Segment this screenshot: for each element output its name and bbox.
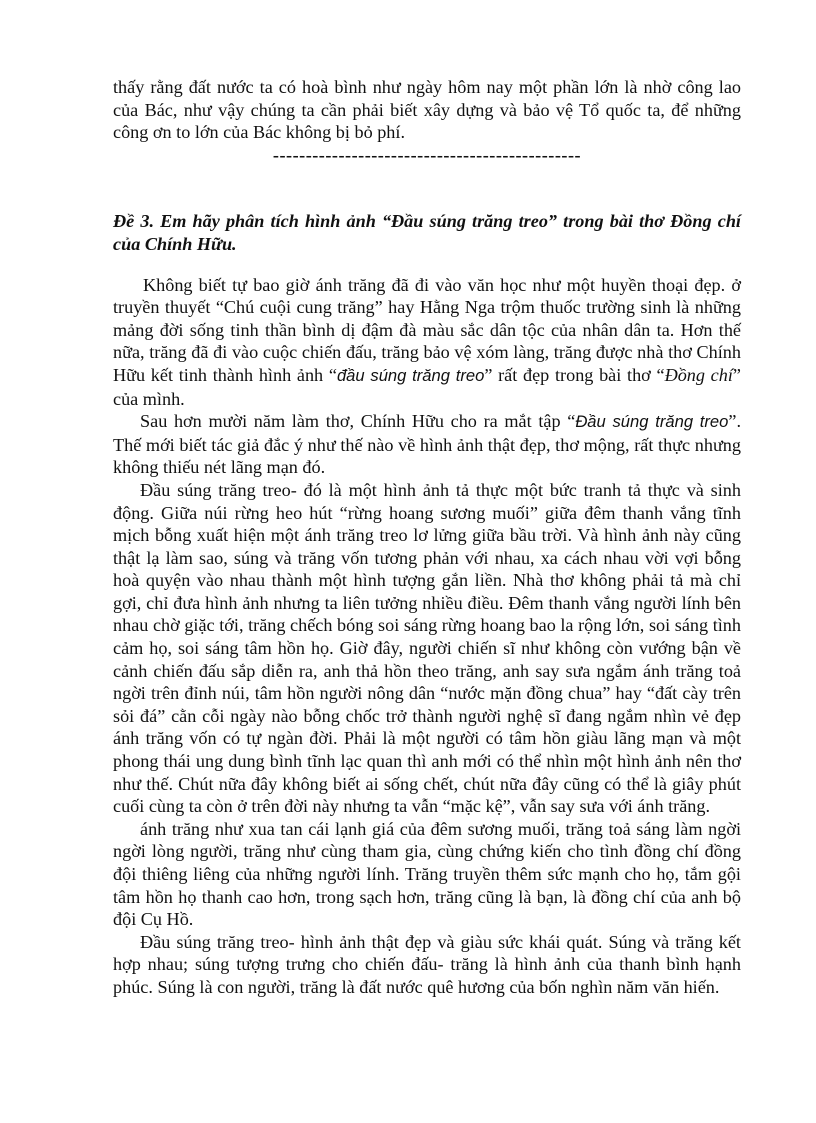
paragraph-2 xyxy=(113,410,741,479)
p1-text-before: Không biết tự bao giờ ánh trăng đã đi vào văn học như một huyền thoại đẹp. ở truyền thuyết “Chú cuội cung trăng” hay Hằng Nga trộm thuốc trường sinh là những mảng đời sống tinh thần bình dị đậm đà màu sắc dân tộc của nhân dân ta. Hơn thế nữa, trăng đã đi vào cuộc chiến đấu, trăng bảo vệ xóm làng, trăng được nhà thơ Chính Hữu kết tinh thành hình ảnh “ xyxy=(113,274,741,385)
p2-quote-collection: Đầu súng trăng treo xyxy=(575,412,729,432)
p2-text-before: Sau hơn mười năm làm thơ, Chính Hữu cho ra mắt tập “ xyxy=(140,411,576,432)
p1-quote-dau-sung: đầu súng trăng treo xyxy=(336,365,485,385)
essay-heading: Đề 3. Em hãy phân tích hình ảnh “Đầu súng trăng treo” trong bài thơ Đồng chí của Chính Hữu. xyxy=(113,211,741,254)
p1-text-middle: ” rất đẹp trong bài thơ “ xyxy=(484,364,665,385)
p1-quote-dong-chi: Đồng chí xyxy=(664,364,733,385)
p1-text-after: ” của mình. xyxy=(113,364,741,409)
section-separator: ----------------------------------------------- xyxy=(272,144,582,165)
p2-text-after: ”. Thế mới biết tác giả đắc ý như thế nào về hình ảnh thật đẹp, thơ mộng, rất thực nhưng không thiếu nét lãng mạn đó. xyxy=(113,411,742,478)
paragraph-5: Đầu súng trăng treo- hình ảnh thật đẹp và giàu sức khái quát. Súng và trăng kết hợp nhau; súng tượng trưng cho chiến đấu- trăng là hình ảnh của thanh bình hạnh phúc. Súng là con người, trăng là đất nước quê hương của bốn nghìn năm văn hiến. xyxy=(113,931,741,997)
paragraph-1 xyxy=(113,274,741,411)
document-page xyxy=(113,76,741,999)
paragraph-3: Đầu súng trăng treo- đó là một hình ảnh tả thực một bức tranh tả thực và sinh động. Giữa núi rừng heo hút “rừng hoang sương muối” giữa đêm thanh vắng tĩnh mịch bỗng xuất hiện một ánh trăng treo lơ lửng giữa bầu trời. Và hình ảnh này cũng thật lạ làm sao, súng và trăng vốn tương phản với nhau, xa cách nhau vời vợi bỗng hoà quyện vào nhau thành một hình tượng gắn liền. Nhà thơ không phải tả mà chỉ gợi, chỉ đưa hình ảnh nhưng ta liên tưởng nhiều điều. Đêm thanh vắng người lính bên nhau chờ giặc tới, trăng chếch bóng soi sáng rừng hoang bao la rộng lớn, soi sáng tình cảm họ, soi sáng tâm hồn họ. Giờ đây, người chiến sĩ như không còn vướng bận về cảnh chiến đấu sắp diễn ra, anh thả hồn theo trăng, anh say sưa ngắm ánh trăng toả ngời trên đỉnh núi, tâm hồn người nông dân “nước mặn đồng chua” hay “đất cày trên sỏi đá” cằn cỗi ngày nào bỗng chốc trở thành người nghệ sĩ đang ngắm nhìn vẻ đẹp ánh trăng vốn có tự ngàn đời. Phải là một người có tâm hồn giàu lãng mạn và một phong thái ung dung bình tĩnh lạc quan thì anh mới có thể nhìn một hình ảnh nên thơ như thế. Chút nữa đây không biết ai sống chết, chút nữa đây cũng có thể là giây phút cuối cùng ta còn ở trên đời này nhưng ta vẫn “mặc kệ”, vẫn say sưa với ánh trăng. xyxy=(113,479,741,817)
paragraph-4: ánh trăng như xua tan cái lạnh giá của đêm sương muối, trăng toả sáng làm ngời ngời lòng người, trăng như cùng tham gia, cùng chứng kiến cho tình đồng chí đồng đội thiêng liêng của những người lính. Trăng truyền thêm sức mạnh cho họ, tắm gội tâm hồn họ thanh cao hơn, trong sạch hơn, trăng cũng là bạn, là đồng chí của anh bộ đội Cụ Hồ. xyxy=(113,818,741,930)
intro-paragraph: thấy rằng đất nước ta có hoà bình như ngày hôm nay một phần lớn là nhờ công lao của Bác, như vậy chúng ta cần phải biết xây dựng và bảo vệ Tổ quốc ta, để những công ơn to lớn của Bác không bị bỏ phí. xyxy=(113,77,741,143)
